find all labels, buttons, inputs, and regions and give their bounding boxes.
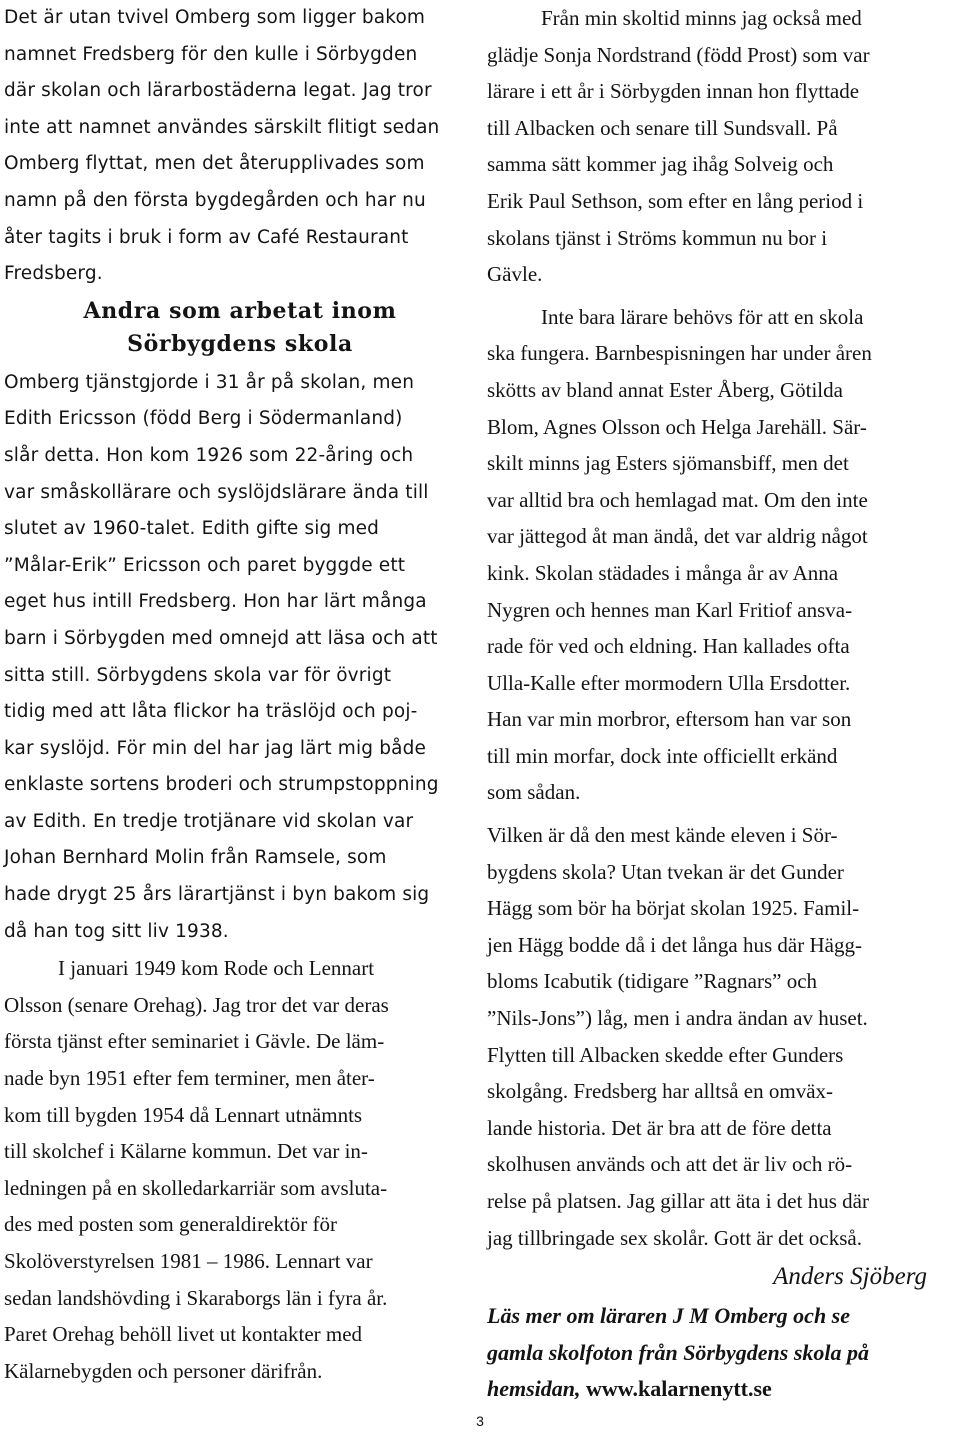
promo-text: hemsidan, bbox=[487, 1376, 587, 1402]
text-line: ska fungera. Barnbespisningen har under åren bbox=[487, 341, 872, 366]
text-line: slutet av 1960-talet. Edith gifte sig med bbox=[4, 518, 380, 540]
text-line: första tjänst efter seminariet i Gävle. De läm- bbox=[4, 1029, 385, 1054]
text-line: Edith Ericsson (född Berg i Södermanland) bbox=[4, 408, 403, 430]
text-line: lärare i ett år i Sörbygden innan hon flyttade bbox=[487, 79, 860, 104]
text-line: åter tagits i bruk i form av Café Restaurant bbox=[4, 226, 409, 248]
staff-paragraph bbox=[4, 365, 476, 951]
text-line: Vilken är då den mest kände eleven i Sör- bbox=[487, 823, 838, 848]
text-line: skilt minns jag Esters sjömansbiff, men det bbox=[487, 451, 849, 476]
text-line: des med posten som generaldirektör för bbox=[4, 1212, 337, 1237]
promo-line: gamla skolfoton från Sörbygdens skola på bbox=[487, 1339, 869, 1365]
heading-line: Andra som arbetat inom bbox=[83, 297, 397, 324]
section-heading bbox=[4, 295, 476, 361]
text-line: Kälarnebygden och personer därifrån. bbox=[4, 1358, 323, 1383]
text-line: jag tillbringade sex skolår. Gott är det också. bbox=[487, 1225, 862, 1250]
text-line: barn i Sörbygden med omnejd att läsa och att bbox=[4, 627, 438, 649]
text-line: I januari 1949 kom Rode och Lennart bbox=[58, 956, 375, 981]
text-line: till skolchef i Kälarne kommun. Det var in- bbox=[4, 1139, 368, 1164]
text-line: jen Hägg bodde då i det långa hus där Hägg- bbox=[487, 932, 862, 957]
text-line: ledningen på en skolledarkarriär som avsluta- bbox=[4, 1175, 388, 1200]
text-line: skolgång. Fredsberg har alltså en omväx- bbox=[487, 1079, 834, 1104]
author-signature: Anders Sjöberg bbox=[773, 1263, 927, 1291]
text-line: Hägg som bör ha börjat skolan 1925. Famil- bbox=[487, 896, 860, 921]
text-line: skolhusen används och att det är liv och rö- bbox=[487, 1152, 853, 1177]
text-line: Ulla-Kalle efter mormodern Ulla Ersdotter. bbox=[487, 670, 851, 695]
text-line: som sådan. bbox=[487, 780, 581, 805]
text-line: där skolan och lärarbostäderna legat. Jag tror bbox=[4, 80, 432, 102]
text-line: då han tog sitt liv 1938. bbox=[4, 920, 229, 942]
text-line: Erik Paul Sethson, som efter en lång period i bbox=[487, 188, 864, 213]
text-line: Blom, Agnes Olsson och Helga Jarehäll. Sär- bbox=[487, 414, 867, 439]
text-line: lande historia. Det är bra att de före detta bbox=[487, 1115, 832, 1140]
text-line: namn på den första bygdegården och har nu bbox=[4, 189, 426, 211]
text-line: Olsson (senare Orehag). Jag tror det var deras bbox=[4, 992, 389, 1017]
text-line: skötts av bland annat Ester Åberg, Götilda bbox=[487, 377, 843, 402]
text-line: bygdens skola? Utan tvekan är det Gunder bbox=[487, 859, 844, 884]
text-line: kink. Skolan städades i många år av Anna bbox=[487, 560, 839, 585]
heading-line: Sörbygdens skola bbox=[127, 330, 353, 357]
text-line: Paret Orehag behöll livet ut kontakter med bbox=[4, 1322, 363, 1347]
text-line: Johan Bernhard Molin från Ramsele, som bbox=[4, 847, 387, 869]
text-line: slår detta. Hon kom 1926 som 22-åring och bbox=[4, 444, 414, 466]
left-column bbox=[4, 0, 476, 1389]
text-line: Fredsberg. bbox=[4, 263, 103, 285]
text-line: Han var min morbror, eftersom han var son bbox=[487, 707, 852, 732]
text-line: Från min skoltid minns jag också med bbox=[541, 6, 862, 30]
text-line: till Albacken och senare till Sundsvall. På bbox=[487, 115, 838, 140]
text-line: Omberg tjänstgjorde i 31 år på skolan, men bbox=[4, 371, 415, 393]
text-line: Inte bara lärare behövs för att en skola bbox=[541, 304, 864, 329]
text-line: tidig med att låta flickor ha träslöjd och poj- bbox=[4, 701, 418, 723]
text-line: namnet Fredsberg för den kulle i Sörbygden bbox=[4, 43, 418, 65]
text-line: inte att namnet användes särskilt flitigt sedan bbox=[4, 116, 440, 138]
website-promo bbox=[487, 1298, 955, 1408]
text-line: Flytten till Albacken skedde efter Gunders bbox=[487, 1042, 844, 1067]
teachers-paragraph bbox=[487, 0, 955, 293]
text-line: bloms Icabutik (tidigare ”Ragnars” och bbox=[487, 969, 818, 994]
text-line: Gävle. bbox=[487, 262, 543, 287]
promo-line: Läs mer om läraren J M Omberg och se bbox=[487, 1303, 850, 1329]
text-line: relse på platsen. Jag gillar att äta i det hus där bbox=[487, 1189, 869, 1213]
kitchen-staff-paragraph bbox=[487, 299, 955, 811]
text-line: sedan landshövding i Skaraborgs län i fyra år. bbox=[4, 1285, 388, 1310]
text-line: enklaste sortens broderi och strumpstoppning bbox=[4, 774, 439, 796]
famous-pupil-paragraph bbox=[487, 817, 955, 1256]
text-line: var jättegod åt man ändå, det var aldrig något bbox=[487, 524, 868, 549]
text-line: kom till bygden 1954 då Lennart utnämnts bbox=[4, 1102, 363, 1127]
text-line: rade för ved och eldning. Han kallades ofta bbox=[487, 634, 850, 659]
text-line: till min morfar, dock inte officiellt erkänd bbox=[487, 743, 838, 768]
text-line: skolans tjänst i Ströms kommun nu bor i bbox=[487, 225, 828, 250]
website-link[interactable]: www.kalarnenytt.se bbox=[586, 1376, 772, 1402]
page-number: 3 bbox=[476, 1413, 484, 1429]
text-line: glädje Sonja Nordstrand (född Prost) som var bbox=[487, 42, 870, 67]
text-line: nade byn 1951 efter fem terminer, men åter- bbox=[4, 1066, 375, 1091]
text-line: samma sätt kommer jag ihåg Solveig och bbox=[487, 152, 834, 177]
text-line: sitta still. Sörbygdens skola var för övrigt bbox=[4, 664, 392, 686]
text-line: hade drygt 25 års lärartjänst i byn bakom sig bbox=[4, 884, 430, 906]
text-line: eget hus intill Fredsberg. Hon har lärt många bbox=[4, 591, 427, 613]
text-line: Omberg flyttat, men det återupplivades som bbox=[4, 153, 425, 175]
text-line: av Edith. En tredje trotjänare vid skolan var bbox=[4, 810, 414, 832]
text-line: Det är utan tvivel Omberg som ligger bakom bbox=[4, 7, 426, 28]
text-line: Nygren och hennes man Karl Fritiof ansva- bbox=[487, 597, 853, 622]
text-line: ”Målar-Erik” Ericsson och paret byggde ett bbox=[4, 554, 406, 576]
right-column bbox=[487, 0, 955, 1408]
text-line: Skolöverstyrelsen 1981 – 1986. Lennart var bbox=[4, 1249, 373, 1273]
text-line: var alltid bra och hemlagad mat. Om den inte bbox=[487, 487, 868, 512]
promo-line bbox=[487, 1371, 955, 1408]
text-line: ”Nils-Jons”) låg, men i andra ändan av huset. bbox=[487, 1006, 868, 1031]
orehag-paragraph bbox=[4, 950, 476, 1389]
text-line: var småskollärare och syslöjdslärare ända till bbox=[4, 481, 429, 503]
text-line: kar syslöjd. För min del har jag lärt mig både bbox=[4, 737, 426, 759]
intro-paragraph bbox=[4, 0, 476, 293]
